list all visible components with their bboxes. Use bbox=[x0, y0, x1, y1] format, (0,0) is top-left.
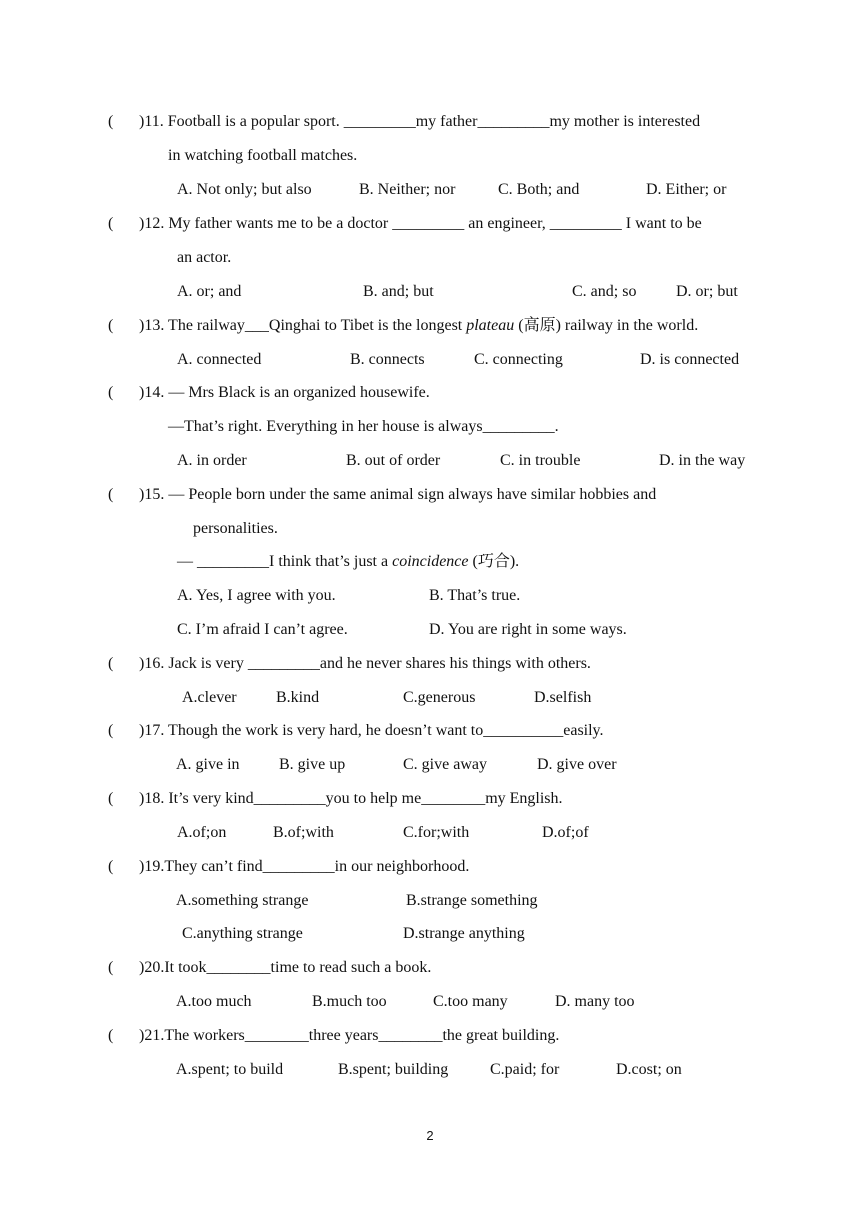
option-a: A.spent; to build bbox=[176, 1061, 284, 1078]
question-13 bbox=[139, 316, 698, 336]
option-d: D.of;of bbox=[542, 824, 589, 841]
option-d: D.strange anything bbox=[403, 925, 525, 942]
option-a: A. connected bbox=[177, 351, 262, 368]
option-c: C. Both; and bbox=[498, 181, 580, 198]
question-13-post: (高原) railway in the world. bbox=[514, 317, 699, 334]
response-italic: coincidence bbox=[392, 553, 469, 570]
option-a: A. in order bbox=[177, 452, 247, 469]
question-11: )11. Football is a popular sport. _________my father_________my mother is interested bbox=[139, 113, 701, 130]
option-b: B. out of order bbox=[346, 452, 441, 469]
question-11-cont: in watching football matches. bbox=[168, 147, 358, 164]
option-b: B. give up bbox=[279, 756, 346, 773]
option-a: A.too much bbox=[176, 993, 252, 1010]
question-12: )12. My father wants me to be a doctor _________ an engineer, _________ I want to be bbox=[139, 215, 702, 232]
option-c: C. and; so bbox=[572, 283, 637, 300]
answer-paren: ( bbox=[108, 959, 114, 976]
answer-paren: ( bbox=[108, 722, 114, 739]
question-17: )17. Though the work is very hard, he doesn’t want to__________easily. bbox=[139, 722, 604, 739]
answer-paren: ( bbox=[108, 317, 114, 334]
question-12-cont: an actor. bbox=[177, 249, 232, 266]
option-a: A.clever bbox=[182, 689, 237, 706]
option-c: C.too many bbox=[433, 993, 508, 1010]
option-b: B. and; but bbox=[363, 283, 434, 300]
answer-paren: ( bbox=[108, 486, 114, 503]
option-b: B.of;with bbox=[273, 824, 334, 841]
option-c: C. connecting bbox=[474, 351, 563, 368]
question-15: )15. — People born under the same animal sign always have similar hobbies and bbox=[139, 486, 657, 503]
option-b: B.kind bbox=[276, 689, 320, 706]
option-b: B.much too bbox=[312, 993, 387, 1010]
answer-paren: ( bbox=[108, 790, 114, 807]
option-d: D. Either; or bbox=[646, 181, 727, 198]
option-c: C.for;with bbox=[403, 824, 470, 841]
question-19: )19.They can’t find_________in our neighborhood. bbox=[139, 858, 470, 875]
answer-paren: ( bbox=[108, 113, 114, 130]
answer-paren: ( bbox=[108, 215, 114, 232]
option-d: D. or; but bbox=[676, 283, 738, 300]
question-18: )18. It’s very kind_________you to help me________my English. bbox=[139, 790, 563, 807]
option-c: C. I’m afraid I can’t agree. bbox=[177, 621, 348, 638]
question-14: )14. — Mrs Black is an organized housewife. bbox=[139, 384, 430, 401]
option-d: D.cost; on bbox=[616, 1061, 682, 1078]
page-number: 2 bbox=[426, 1128, 434, 1143]
option-c: C.generous bbox=[403, 689, 476, 706]
option-b: B.strange something bbox=[406, 892, 538, 909]
answer-paren: ( bbox=[108, 655, 114, 672]
option-b: B.spent; building bbox=[338, 1061, 449, 1078]
option-d: D. in the way bbox=[659, 452, 746, 469]
option-a: A. or; and bbox=[177, 283, 242, 300]
option-a: A. give in bbox=[176, 756, 240, 773]
option-b: B. Neither; nor bbox=[359, 181, 456, 198]
question-13-italic: plateau bbox=[466, 317, 515, 334]
option-d: D.selfish bbox=[534, 689, 592, 706]
option-d: D. You are right in some ways. bbox=[429, 621, 627, 638]
answer-paren: ( bbox=[108, 384, 114, 401]
option-b: B. connects bbox=[350, 351, 425, 368]
option-d: D. is connected bbox=[640, 351, 740, 368]
option-d: D. many too bbox=[555, 993, 635, 1010]
option-a: A. Not only; but also bbox=[177, 181, 312, 198]
question-13-pre: )13. The railway___Qinghai to Tibet is the longest bbox=[139, 317, 467, 334]
option-c: C.paid; for bbox=[490, 1061, 560, 1078]
option-c: C.anything strange bbox=[182, 925, 303, 942]
question-21: )21.The workers________three years________the great building. bbox=[139, 1027, 560, 1044]
answer-paren: ( bbox=[108, 1027, 114, 1044]
response-post: (巧合). bbox=[468, 553, 520, 570]
question-20: )20.It took________time to read such a book. bbox=[139, 959, 432, 976]
option-c: C. give away bbox=[403, 756, 487, 773]
question-16: )16. Jack is very _________and he never shares his things with others. bbox=[139, 655, 591, 672]
option-c: C. in trouble bbox=[500, 452, 581, 469]
option-a: A.something strange bbox=[176, 892, 309, 909]
option-d: D. give over bbox=[537, 756, 617, 773]
option-a: A.of;on bbox=[177, 824, 227, 841]
option-b: B. That’s true. bbox=[429, 587, 521, 604]
question-15-response bbox=[177, 552, 519, 572]
question-15-cont: personalities. bbox=[193, 520, 278, 537]
question-14-cont: —That’s right. Everything in her house is always_________. bbox=[168, 418, 559, 435]
option-a: A. Yes, I agree with you. bbox=[177, 587, 336, 604]
answer-paren: ( bbox=[108, 858, 114, 875]
response-pre: — _________I think that’s just a bbox=[177, 553, 393, 570]
